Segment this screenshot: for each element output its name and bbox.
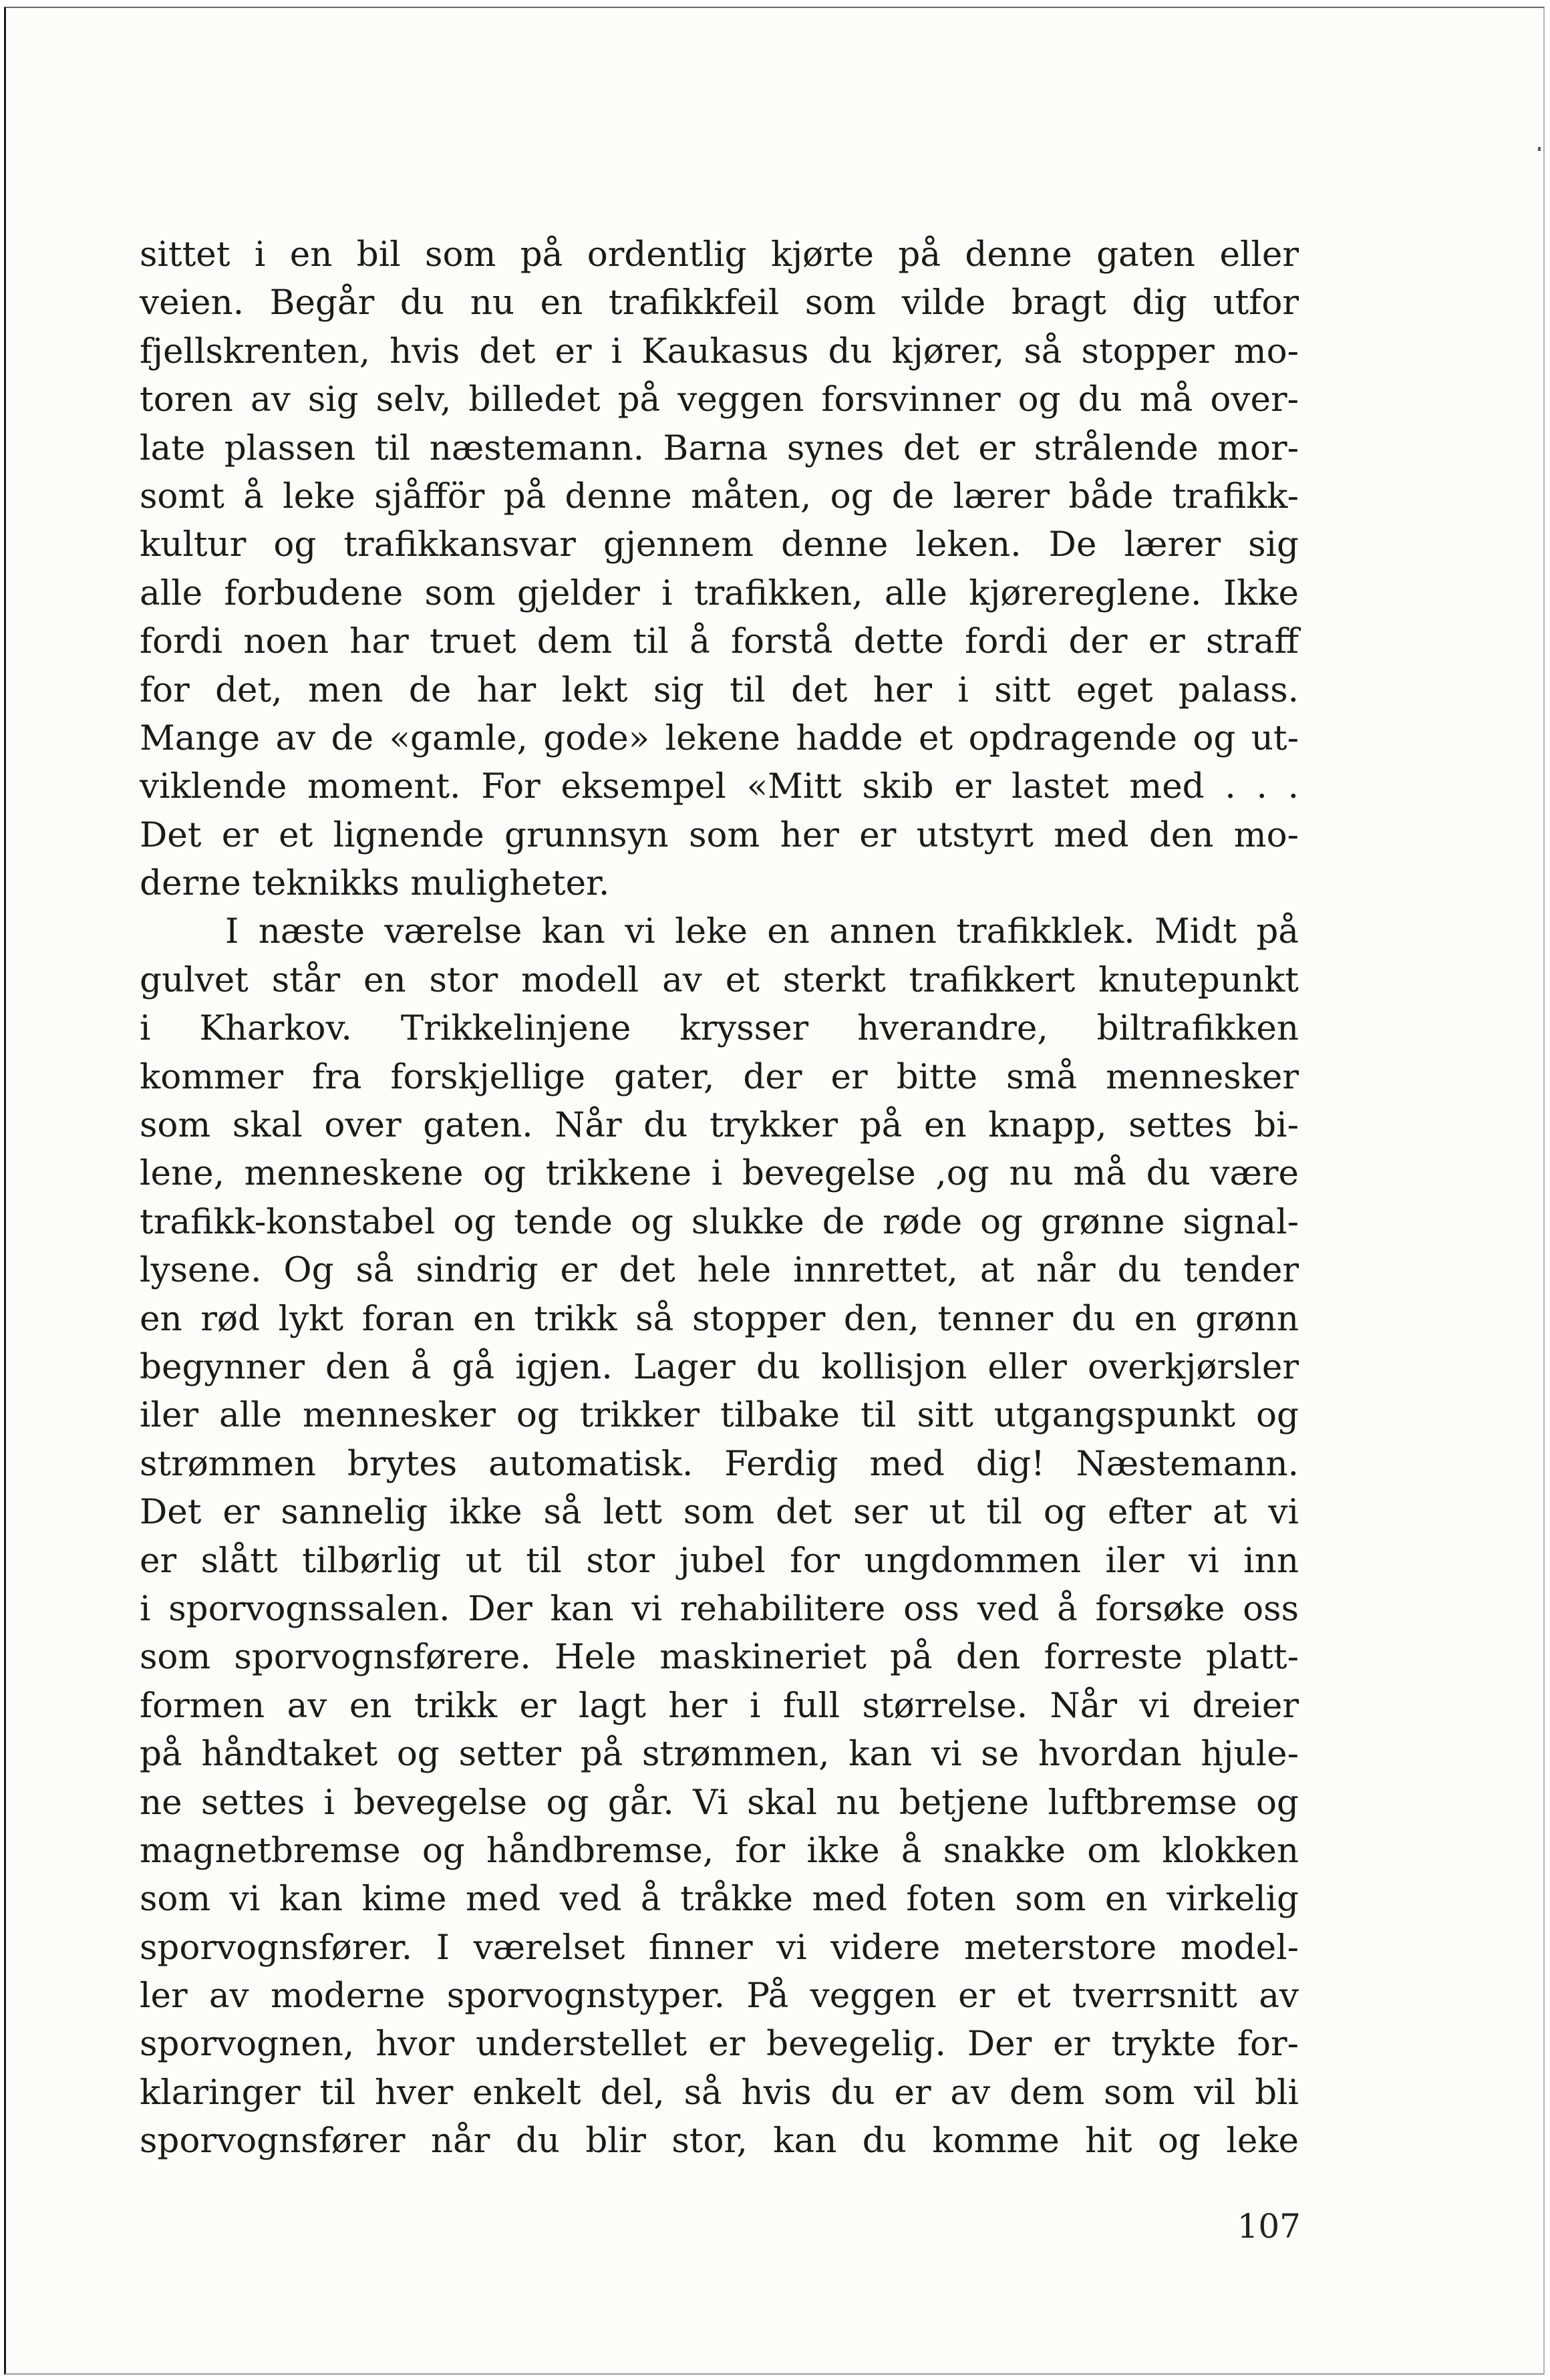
text-line-9: fordi noen har truet dem til å forstå dette fordi der er straff [140, 621, 1299, 662]
text-line-4: toren av sig selv, billedet på veggen forsvinner og du må over- [140, 380, 1299, 420]
text-line-1: sittet i en bil som på ordentlig kjørte på denne gaten eller [140, 235, 1299, 275]
text-line-18: kommer fra forskjellige gater, der er bitte små mennesker [140, 1056, 1299, 1097]
text-line-39: klaringer til hver enkelt del, så hvis du er av dem som vil bli [140, 2072, 1299, 2113]
text-line-32: på håndtaket og setter på strømmen, kan vi se hvordan hjule- [140, 1734, 1299, 1775]
text-line-29: i sporvognssalen. Der kan vi rehabilitere oss ved å forsøke oss [140, 1588, 1299, 1629]
text-line-20: lene, menneskene og trikkene i bevegelse ,og nu må du være [140, 1153, 1299, 1194]
text-line-19: som skal over gaten. Når du trykker på en knapp, settes bi- [140, 1105, 1299, 1146]
text-line-40: sporvognsfører når du blir stor, kan du komme hit og leke [140, 2121, 1299, 2162]
text-line-15: I næste værelse kan vi leke en annen trafikklek. Midt på [225, 911, 1299, 952]
book-page [4, 7, 1545, 2375]
text-line-3: fjellskrenten, hvis det er i Kaukasus du kjører, så stopper mo- [140, 331, 1299, 371]
text-line-5: late plassen til næstemann. Barna synes det er strålende mor- [140, 428, 1299, 468]
text-line-24: begynner den å gå igjen. Lager du kollisjon eller overkjørsler [140, 1346, 1299, 1387]
text-line-2: veien. Begår du nu en trafikkfeil som vilde bragt dig utfor [140, 283, 1299, 323]
text-line-13: Det er et lignende grunnsyn som her er utstyrt med den mo- [140, 814, 1299, 855]
text-line-16: gulvet står en stor modell av et sterkt trafikkert knutepunkt [140, 959, 1299, 1000]
text-line-28: er slått tilbørlig ut til stor jubel for ungdommen iler vi inn [140, 1540, 1299, 1581]
body-text [140, 231, 1299, 2166]
text-line-7: kultur og trafikkansvar gjennem denne leken. De lærer sig [140, 525, 1299, 565]
text-line-14: derne teknikks muligheter. [140, 863, 610, 904]
text-line-8: alle forbudene som gjelder i trafikken, alle kjørereglene. Ikke [140, 573, 1299, 613]
text-line-25: iler alle mennesker og trikker tilbake til sitt utgangspunkt og [140, 1395, 1299, 1436]
text-line-27: Det er sannelig ikke så lett som det ser ut til og efter at vi [140, 1492, 1299, 1533]
text-line-26: strømmen brytes automatisk. Ferdig med dig! Næstemann. [140, 1443, 1299, 1484]
text-line-33: ne settes i bevegelse og går. Vi skal nu betjene luftbremse og [140, 1782, 1299, 1823]
text-line-35: som vi kan kime med ved å tråkke med foten som en virkelig [140, 1879, 1299, 1920]
text-line-21: trafikk-konstabel og tende og slukke de røde og grønne signal- [140, 1201, 1299, 1242]
text-line-10: for det, men de har lekt sig til det her i sitt eget palass. [140, 670, 1299, 710]
text-line-17: i Kharkov. Trikkelinjene krysser hverandre, biltrafikken [140, 1008, 1299, 1049]
text-line-31: formen av en trikk er lagt her i full størrelse. Når vi dreier [140, 1685, 1299, 1726]
page-number: 107 [1237, 2207, 1301, 2246]
text-line-30: som sporvognsførere. Hele maskineriet på den forreste platt- [140, 1637, 1299, 1678]
text-line-11: Mange av de «gamle, gode» lekene hadde et opdragende og ut- [140, 718, 1299, 758]
text-line-22: lysene. Og så sindrig er det hele innrettet, at når du tender [140, 1250, 1299, 1291]
text-line-6: somt å leke sjåfför på denne måten, og de lærer både trafikk- [140, 476, 1299, 516]
text-line-23: en rød lykt foran en trikk så stopper den, tenner du en grønn [140, 1298, 1299, 1339]
text-line-36: sporvognsfører. I værelset finner vi videre meterstore model- [140, 1927, 1299, 1968]
text-line-38: sporvognen, hvor understellet er bevegelig. Der er trykte for- [140, 2024, 1299, 2065]
text-line-37: ler av moderne sporvognstyper. På veggen er et tverrsnitt av [140, 1976, 1299, 2017]
page-edge-mark [1538, 147, 1541, 151]
text-line-12: viklende moment. For eksempel «Mitt skib er lastet med . . . [140, 766, 1299, 807]
text-line-34: magnetbremse og håndbremse, for ikke å snakke om klokken [140, 1830, 1299, 1871]
